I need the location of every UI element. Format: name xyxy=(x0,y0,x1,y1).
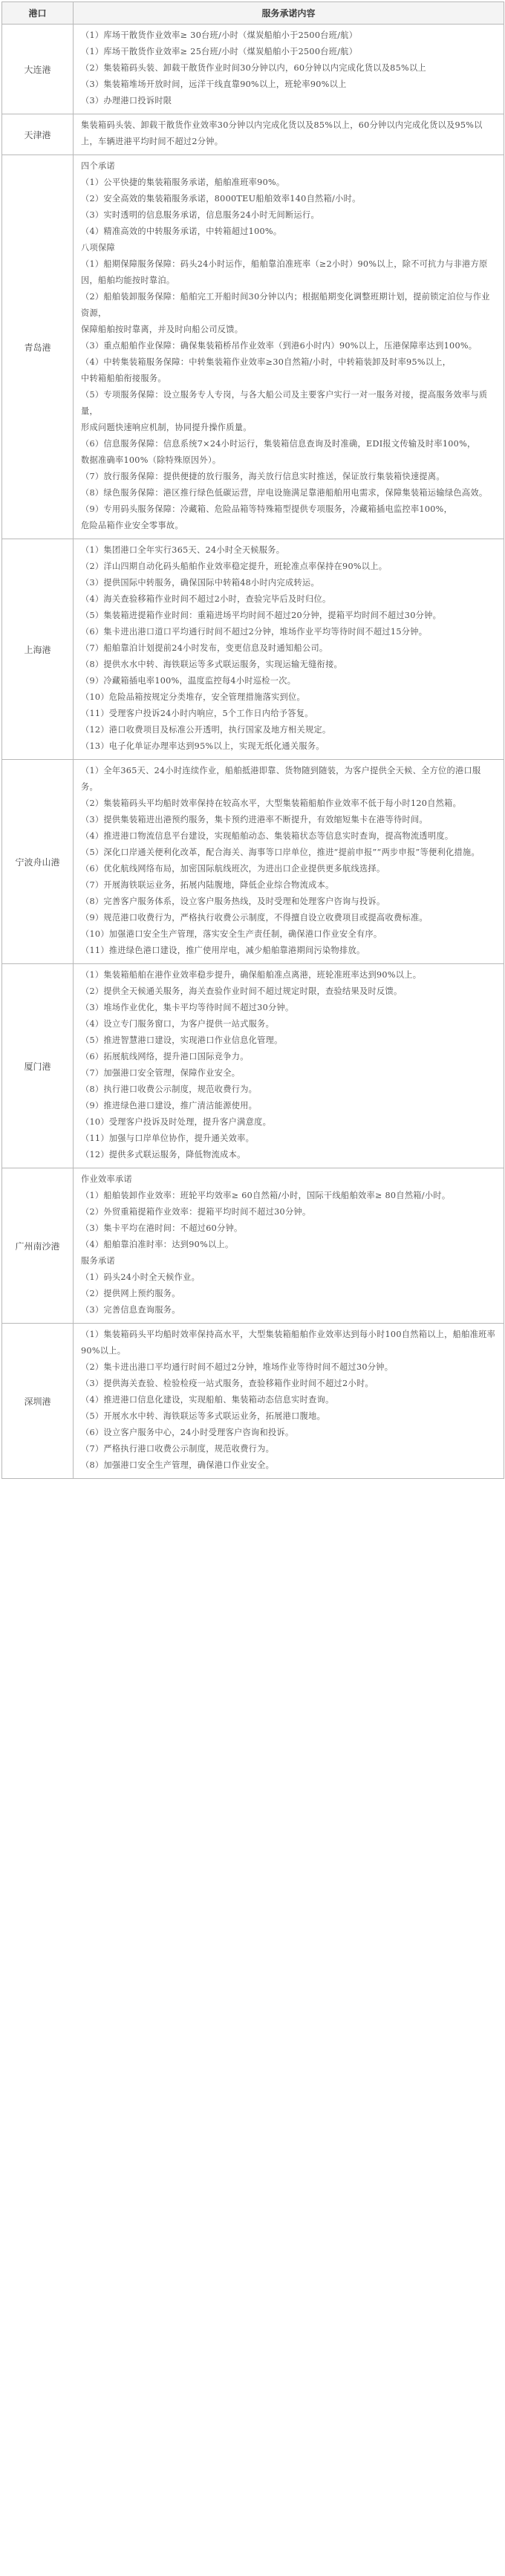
commitment-content xyxy=(74,1168,504,1324)
commitment-line: （8）完善客户服务体系，设立客户服务热线，及时受理和处理客户咨询与投诉。 xyxy=(81,897,385,906)
port-name: 天津港 xyxy=(2,114,74,155)
header-row xyxy=(2,2,504,25)
commitment-line: 保障船舶按时靠离，并及时向船公司反馈。 xyxy=(81,325,244,334)
commitment-content xyxy=(74,964,504,1168)
commitment-line: （6）设立客户服务中心，24小时受理客户咨询和投诉。 xyxy=(81,1428,294,1437)
commitment-line: （10）加强港口安全生产管理，落实安全生产责任制，确保港口作业安全有序。 xyxy=(81,929,382,939)
commitment-line: （12）提供多式联运服务，降低物流成本。 xyxy=(81,1150,246,1159)
commitment-line: （1）码头24小时全天候作业。 xyxy=(81,1272,201,1282)
commitment-line: （7）加强港口安全管理，保障作业安全。 xyxy=(81,1068,241,1078)
commitment-line: （9）专用码头服务保障：冷藏箱、危险品箱等特殊箱型提供专项服务，冷藏箱插电监控率100%， xyxy=(81,504,453,514)
commitment-line: （1）船舶装卸作业效率：班轮平均效率≥ 60自然箱/小时，国际干线船舶效率≥ 80自然箱/小时。 xyxy=(81,1191,451,1200)
commitment-content xyxy=(74,760,504,964)
commitment-line: （3）集卡平均在港时间：不超过60分钟。 xyxy=(81,1223,243,1233)
commitment-line: （3）重点船舶作业保障：确保集装箱桥吊作业效率（到港6小时内）90%以上，压港保障率达到100%。 xyxy=(81,341,478,351)
port-name: 深圳港 xyxy=(2,1324,74,1479)
commitment-line: （3）集装箱堆场开放时间，远洋干线直靠90%以上，班轮率90%以上 xyxy=(81,79,347,89)
commitment-line: （1）公平快捷的集装箱服务承诺，船舶准班率90%。 xyxy=(81,178,285,187)
commitment-line: 数据准确率100%（除特殊原因外）。 xyxy=(81,455,221,465)
commitment-line: （8）绿色服务保障：港区推行绿色低碳运营，岸电设施满足靠港船舶用电需求，保障集装箱运输绿色高效。 xyxy=(81,488,488,498)
port-name: 广州南沙港 xyxy=(2,1168,74,1324)
commitment-line: （5）专项服务保障：设立服务专人专岗，与各大船公司及主要客户实行一对一服务对接，提高服务效率与质量， xyxy=(81,390,488,416)
commitment-line: （1）库场干散货作业效率≥ 25台班/小时（煤炭船舶小于2500台班/航） xyxy=(81,47,358,56)
commitment-line: （3）办理港口投诉时限 xyxy=(81,96,172,105)
table-row xyxy=(2,760,504,964)
table-row xyxy=(2,25,504,114)
port-name: 厦门港 xyxy=(2,964,74,1168)
commitment-line: 集装箱码头装、卸载干散货作业效率30分钟以内完成化货以及85%以上，60分钟以内完成化货以及95%以上，车辆进港平均时间不超过2分钟。 xyxy=(81,120,483,146)
commitment-line: （10）危险品箱按规定分类堆存，安全管理措施落实到位。 xyxy=(81,692,306,702)
commitment-line: （9）冷藏箱插电率100%，温度监控每4小时巡检一次。 xyxy=(81,676,296,686)
commitment-line: （5）开展水水中转、海铁联运等多式联运业务，拓展港口腹地。 xyxy=(81,1411,326,1421)
commitment-line: （2）集装箱码头装、卸载干散货作业时间30分钟以内，60分钟以内完成化货以及85%以上 xyxy=(81,63,426,73)
commitment-line: 八项保障 xyxy=(81,243,115,253)
commitment-line: （11）受理客户投诉24小时内响应，5个工作日内给予答复。 xyxy=(81,709,313,718)
commitment-line: （7）放行服务保障：提供便捷的放行服务，海关放行信息实时推送，保证放行集装箱快速提离。 xyxy=(81,472,445,481)
commitment-line: （9）推进绿色港口建设，推广清洁能源使用。 xyxy=(81,1101,258,1110)
commitment-line: 四个承诺 xyxy=(81,161,115,171)
commitment-line: （3）提供国际中转服务，确保国际中转箱48小时内完成转运。 xyxy=(81,578,319,588)
commitment-line: （3）完善信息查询服务。 xyxy=(81,1305,180,1315)
commitment-line: （7）船舶靠泊计划提前24小时发布，变更信息及时通知船公司。 xyxy=(81,643,328,653)
commitment-line: （2）洋山四期自动化码头船舶作业效率稳定提升，班轮准点率保持在90%以上。 xyxy=(81,562,388,571)
header-port: 港口 xyxy=(2,2,74,25)
commitment-line: （6）信息服务保障：信息系统7×24小时运行，集装箱信息查询及时准确，EDI报文传输及时率100%， xyxy=(81,439,476,449)
commitment-content xyxy=(74,25,504,114)
commitment-line: （11）推进绿色港口建设，推广使用岸电，减少船舶靠港期间污染物排放。 xyxy=(81,946,365,955)
commitment-line: （4）推进港口物流信息平台建设，实现船舶动态、集装箱状态等信息实时查询，提高物流透明度。 xyxy=(81,831,454,841)
commitment-line: （4）设立专门服务窗口，为客户提供一站式服务。 xyxy=(81,1019,275,1029)
commitment-line: （1）库场干散货作业效率≥ 30台班/小时（煤炭船舶小于2500台班/航） xyxy=(81,30,358,40)
commitment-line: （6）集卡进出港口道口平均通行时间不超过2分钟，堆场作业平均等待时间不超过15分钟。 xyxy=(81,627,428,637)
table-row xyxy=(2,155,504,539)
commitment-line: （8）提供水水中转、海铁联运等多式联运服务，实现运输无缝衔接。 xyxy=(81,660,343,669)
commitment-line: （2）船舶装卸服务保障：船舶完工开船时间30分钟以内；根据船期变化调整班期计划，提前锁定泊位与作业资源， xyxy=(81,292,490,318)
commitment-line: （3）提供海关查验、检验检疫一站式服务，查验移箱作业时间不超过2小时。 xyxy=(81,1379,374,1388)
commitment-line: （4）船舶靠泊准时率：达到90%以上。 xyxy=(81,1240,234,1249)
commitment-content xyxy=(74,1324,504,1479)
commitment-line: （6）优化航线网络布局，加密国际航线班次，为进出口企业提供更多航线选择。 xyxy=(81,864,385,874)
commitment-line: （13）电子化单证办理率达到95%以上，实现无纸化通关服务。 xyxy=(81,741,325,751)
table-row xyxy=(2,114,504,155)
commitment-line: （2）集装箱码头平均船时效率保持在较高水平，大型集装箱船舶作业效率不低于每小时120自然箱。 xyxy=(81,799,462,808)
commitment-line: （1）全年365天、24小时连续作业，船舶抵港即靠、货物随到随装，为客户提供全天候、全方位的港口服务。 xyxy=(81,766,481,792)
commitment-line: 服务承诺 xyxy=(81,1256,115,1266)
commitment-line: （1）集装箱船舶在港作业效率稳步提升，确保船舶准点离港，班轮准班率达到90%以上。 xyxy=(81,970,422,980)
commitment-line: （12）港口收费项目及标准公开透明，执行国家及地方相关规定。 xyxy=(81,725,331,735)
commitment-line: （3）提供集装箱进出港预约服务，集卡预约进港率不断提升，有效缩短集卡在港等待时间。 xyxy=(81,815,428,824)
commitment-line: （8）加强港口安全生产管理，确保港口作业安全。 xyxy=(81,1460,275,1470)
table-row xyxy=(2,539,504,760)
port-name: 大连港 xyxy=(2,25,74,114)
commitment-content xyxy=(74,155,504,539)
table-row xyxy=(2,1168,504,1324)
commitment-line: （4）精准高效的中转服务承诺，中转箱超过100%。 xyxy=(81,227,282,236)
commitment-line: 危险品箱作业安全零事故。 xyxy=(81,521,183,530)
commitment-line: （4）中转集装箱服务保障：中转集装箱作业效率≥30自然箱/小时，中转箱装卸及时率95%以上， xyxy=(81,357,452,367)
commitment-line: （9）规范港口收费行为，严格执行收费公示制度，不得擅自设立收费项目或提高收费标准。 xyxy=(81,913,428,923)
table-row xyxy=(2,964,504,1168)
port-name: 上海港 xyxy=(2,539,74,760)
commitment-line: （7）严格执行港口收费公示制度，规范收费行为。 xyxy=(81,1444,275,1454)
header-content: 服务承诺内容 xyxy=(74,2,504,25)
commitment-line: （4）推进港口信息化建设，实现船舶、集装箱动态信息实时查询。 xyxy=(81,1395,334,1405)
commitment-line: （3）堆场作业优化，集卡平均等待时间不超过30分钟。 xyxy=(81,1003,294,1012)
commitment-line: （1）集装箱码头平均船时效率保持高水平，大型集装箱船舶作业效率达到每小时100自然箱以上，船舶准班率90%以上。 xyxy=(81,1330,496,1356)
commitment-line: 中转箱船舶衔接服务。 xyxy=(81,374,166,383)
commitment-line: 形成问题快速响应机制，协同提升操作质量。 xyxy=(81,423,252,432)
commitment-line: （6）拓展航线网络，提升港口国际竞争力。 xyxy=(81,1052,249,1061)
port-name: 宁波舟山港 xyxy=(2,760,74,964)
commitment-line: （1）船期保障服务保障：码头24小时运作，船舶靠泊准班率（≥2小时）90%以上，除不可抗力与非港方原因，船舶均能按时靠泊。 xyxy=(81,259,488,285)
commitment-line: （2）外贸重箱提箱作业效率：提箱平均时间不超过30分钟。 xyxy=(81,1207,311,1217)
commitment-content xyxy=(74,114,504,155)
commitment-line: （2）集卡进出港口平均通行时间不超过2分钟，堆场作业等待时间不超过30分钟。 xyxy=(81,1362,394,1372)
commitment-content xyxy=(74,539,504,760)
commitment-line: （2）提供全天候通关服务，海关查验作业时间不超过规定时限，查验结果及时反馈。 xyxy=(81,986,403,996)
commitment-line: （2）安全高效的集装箱服务承诺，8000TEU船舶效率140自然箱/小时。 xyxy=(81,194,361,204)
commitment-line: （5）推进智慧港口建设，实现港口作业信息化管理。 xyxy=(81,1035,283,1045)
service-commitment-table xyxy=(1,1,504,1479)
commitment-line: （2）提供网上预约服务。 xyxy=(81,1289,180,1298)
commitment-line: （10）受理客户投诉及时处理，提升客户满意度。 xyxy=(81,1117,272,1127)
commitment-line: （11）加强与口岸单位协作，提升通关效率。 xyxy=(81,1133,255,1143)
commitment-line: （3）实时透明的信息服务承诺，信息服务24小时无间断运行。 xyxy=(81,210,319,220)
commitment-line: （8）执行港口收费公示制度，规范收费行为。 xyxy=(81,1084,258,1094)
commitment-line: （1）集团港口全年实行365天、24小时全天候服务。 xyxy=(81,545,285,555)
commitment-line: （5）集装箱进提箱作业时间：重箱进场平均时间不超过20分钟，提箱平均时间不超过30分钟。 xyxy=(81,611,442,620)
table-row xyxy=(2,1324,504,1479)
commitment-line: （4）海关查验移箱作业时间不超过2小时，查验完毕后及时归位。 xyxy=(81,594,331,604)
commitment-line: （5）深化口岸通关便利化改革，配合海关、海事等口岸单位，推进“提前申报”“两步申报”等便利化措施。 xyxy=(81,848,480,857)
port-name: 青岛港 xyxy=(2,155,74,539)
commitment-line: （7）开展海铁联运业务，拓展内陆腹地，降低企业综合物流成本。 xyxy=(81,880,334,890)
commitment-line: 作业效率承诺 xyxy=(81,1174,132,1184)
